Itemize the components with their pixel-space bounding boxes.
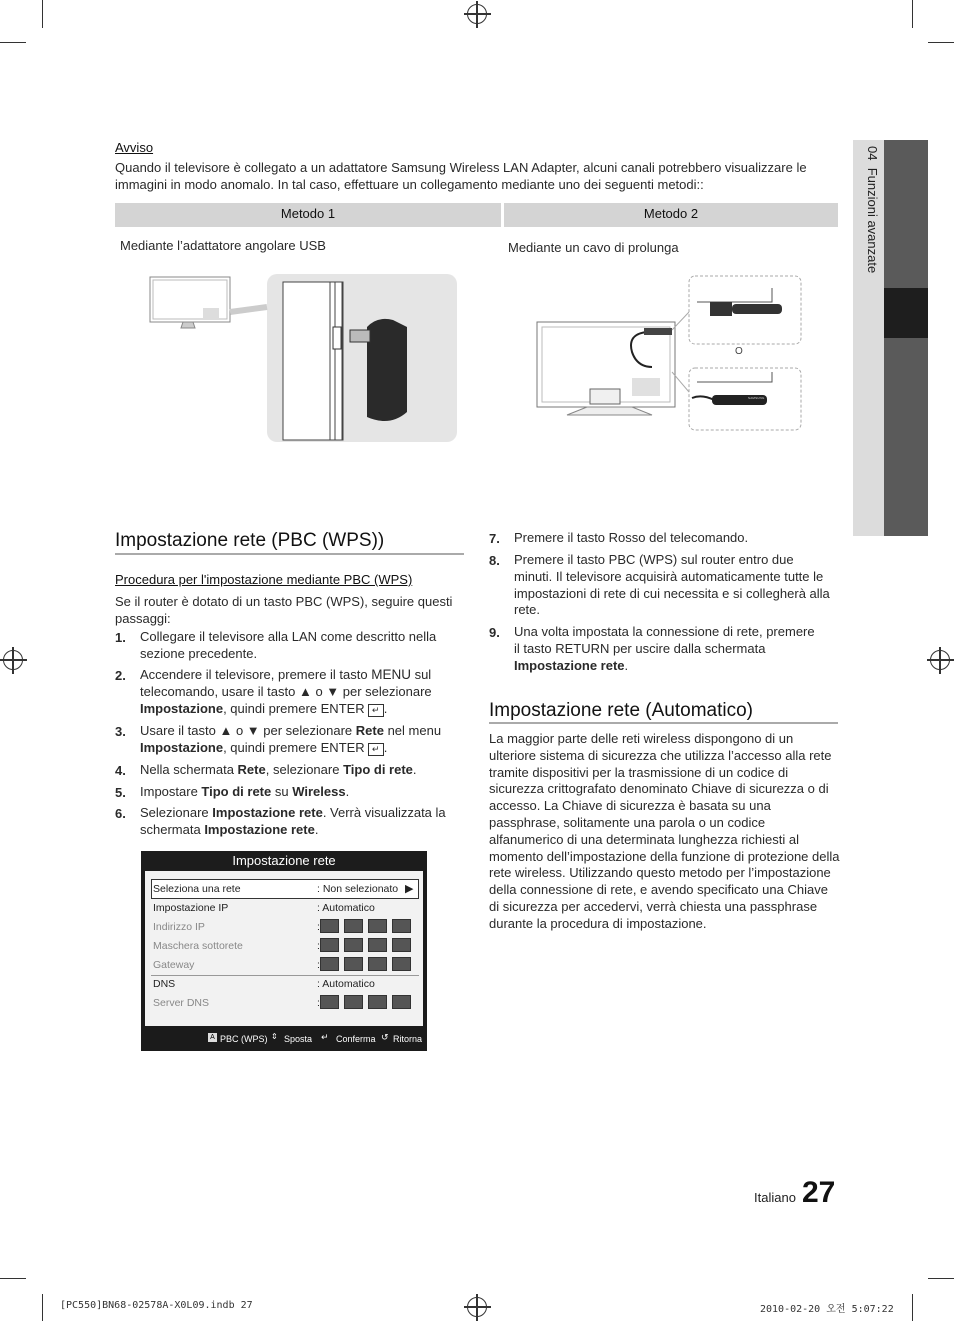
osd-footer [141, 1028, 427, 1050]
network-settings-screen [141, 851, 427, 1051]
osd-row-value: : [317, 921, 320, 933]
step-number: 4. [115, 763, 126, 778]
chapter-tab-active [884, 288, 928, 338]
usb-angle-adapter-illustration [145, 272, 460, 444]
step-text: , quindi premere [223, 739, 321, 755]
enter-key: ENTER [320, 739, 365, 755]
enter-icon: ↵ [321, 1032, 329, 1042]
language-label: Italiano [754, 1190, 796, 1205]
step-6 [140, 805, 460, 839]
up-down-icon: ⇕ [271, 1032, 278, 1041]
osd-body [145, 871, 423, 1026]
step-text: sul telecomando, usare il tasto ▲ o ▼ per selezionare [140, 667, 432, 699]
step-9 [514, 624, 819, 674]
registration-mark-icon [467, 4, 487, 24]
step-text: . [314, 821, 319, 837]
crop-mark [42, 0, 43, 28]
osd-title: Impostazione rete [141, 851, 427, 871]
step-text: . [412, 762, 417, 777]
menu-key: MENU [371, 667, 411, 682]
osd-row-label: Maschera sottorete [153, 940, 243, 952]
step-text: su [271, 784, 293, 799]
osd-row-value: : [317, 997, 320, 1009]
osd-row-value: : [317, 959, 320, 971]
menu-item-name: Impostazione [140, 700, 224, 716]
or-label: O [735, 346, 743, 357]
step-text: Impostare [140, 784, 202, 799]
step-text: . Verrà visualizzata la schermata [140, 805, 446, 837]
osd-row-value: : Automatico [317, 902, 375, 914]
osd-row-label[interactable]: Impostazione IP [153, 902, 229, 914]
step-number: 9. [489, 625, 500, 640]
return-icon: ↺ [381, 1032, 389, 1042]
method-1-description: Mediante l’adattatore angolare USB [120, 238, 326, 253]
osd-row-value: : [317, 940, 320, 952]
ip-address-fields [320, 919, 416, 938]
registration-mark-icon [467, 1297, 487, 1317]
pbc-procedure-heading: Procedura per l'impostazione mediante PBC (WPS) [115, 572, 413, 587]
step-text: , quindi premere [223, 700, 321, 716]
menu-item-name: Impostazione rete [204, 821, 315, 837]
chapter-tab-block [884, 338, 928, 536]
step-text: Selezionare [140, 805, 213, 820]
step-number: 8. [489, 553, 500, 568]
print-timestamp: 2010-02-20 오전 5:07:22 [760, 1304, 894, 1315]
gateway-fields [320, 957, 416, 976]
menu-item-name: Rete [237, 762, 266, 777]
menu-item-name: Rete [355, 723, 384, 738]
section-divider [115, 553, 464, 555]
return-key: RETURN [555, 640, 610, 656]
auto-section-title: Impostazione rete (Automatico) [489, 700, 754, 721]
crop-mark [928, 42, 954, 43]
osd-row-label: Gateway [153, 959, 195, 971]
step-text: . [345, 784, 350, 799]
menu-item-name: Tipo di rete [343, 762, 413, 777]
crop-mark [912, 0, 913, 28]
step-text: . [383, 700, 388, 716]
osd-row-label: Server DNS [153, 997, 210, 1009]
dns-server-fields [320, 995, 416, 1014]
menu-item-name: Impostazione [140, 739, 224, 755]
step-text: Nella schermata [140, 762, 238, 777]
step-3 [140, 723, 460, 757]
confirm-hint[interactable]: Conferma [336, 1034, 376, 1044]
step-text: Accendere il televisore, premere il tasto [140, 667, 372, 682]
step-number: 7. [489, 531, 500, 546]
step-number: 3. [115, 724, 126, 739]
method-2-header: Metodo 2 [504, 203, 838, 227]
step-2 [140, 667, 460, 717]
method-2-description: Mediante un cavo di prolunga [508, 240, 679, 255]
crop-mark [912, 1294, 913, 1321]
crop-mark [928, 1278, 954, 1279]
menu-item-name: Wireless [292, 784, 346, 799]
crop-mark [0, 1278, 26, 1279]
osd-row-label[interactable]: DNS [153, 978, 176, 990]
step-text: , selezionare [265, 762, 344, 777]
osd-divider [151, 975, 419, 976]
osd-row-value: : Automatico [317, 978, 375, 990]
step-7: Premere il tasto Rosso del telecomando. [514, 530, 749, 545]
pbc-wps-hint[interactable]: PBC (WPS) [220, 1034, 268, 1044]
step-text: per uscire dalla schermata [609, 640, 766, 656]
print-file-info: [PC550]BN68-02578A-X0L09.indb 27 [60, 1300, 253, 1311]
enter-key: ENTER [320, 700, 365, 716]
step-text: Una volta impostata la connessione di rete, premere il tasto [514, 624, 815, 656]
notice-heading: Avviso [115, 140, 154, 155]
menu-item-name: Impostazione rete [212, 805, 323, 820]
step-number: 6. [115, 806, 126, 821]
osd-row-value: : Non selezionato [317, 883, 399, 895]
menu-item-name: Tipo di rete [201, 784, 272, 799]
step-4 [140, 762, 460, 779]
step-number: 2. [115, 668, 126, 683]
page-number: 27 [802, 1176, 836, 1209]
arrow-right-icon: ▶ [405, 883, 414, 895]
pbc-section-title: Impostazione rete (PBC (WPS)) [115, 530, 385, 551]
auto-section-body: La maggior parte delle reti wireless dispongono di un ulteriore sistema di sicurezza che utilizza l’accesso alla rete tramite dispositivi per la trasmissione di un codice di sicurezza crittografato denominato Chiave di sicurezza o di accesso. La Chiave di sicurezza è basata su una passphrase, solitamente una parola o un codice alfanumerico di una determinata lunghezza richiesti al momento dell’impostazione della funzione di protezione della rete wireless. Utilizzando questo metodo per l’impostazione della connessione di rete, e avendo specificato una Chiave di sicurezza per accedervi, verrà chiesta una passphrase durante la procedura di impostazione. [489, 731, 840, 931]
menu-item-name: Impostazione rete [514, 657, 625, 673]
registration-mark-icon [930, 650, 950, 670]
step-8: Premere il tasto PBC (WPS) sul router entro due minuti. Il televisore acquisirà automaticamente tutte le impostazioni di rete di cui necessita e si collegherà alla rete. [514, 552, 830, 618]
samsung-logo: SAMSUNG [748, 396, 765, 400]
step-text: nel menu [383, 723, 442, 738]
subnet-mask-fields [320, 938, 416, 957]
crop-mark [42, 1294, 43, 1321]
step-number: 1. [115, 630, 126, 645]
chapter-title: Funzioni avanzate [865, 167, 880, 274]
chapter-tab-block [884, 140, 928, 288]
registration-mark-icon [3, 650, 23, 670]
move-hint: Sposta [284, 1034, 313, 1044]
osd-row-label: Seleziona una rete [153, 883, 241, 895]
step-text: . [624, 657, 629, 673]
crop-mark [0, 42, 26, 43]
osd-row-label: Indirizzo IP [153, 921, 205, 933]
extension-cable-illustration [532, 272, 807, 432]
section-divider [489, 722, 838, 724]
return-hint[interactable]: Ritorna [393, 1034, 423, 1044]
pbc-intro: Se il router è dotato di un tasto PBC (WPS), seguire questi passaggi: [115, 594, 453, 626]
enter-icon: ↵ [368, 743, 384, 756]
step-5 [140, 784, 460, 801]
step-text: Usare il tasto ▲ o ▼ per selezionare [140, 723, 356, 738]
notice-body: Quando il televisore è collegato a un adattatore Samsung Wireless LAN Adapter, alcuni canali potrebbero visualizzare le immagini in modo anomalo. In tal caso, effettuare un collegamento mediante uno dei seguenti metodi:: [115, 160, 807, 192]
chapter-number: 04 [865, 146, 880, 161]
enter-icon: ↵ [368, 704, 384, 717]
step-1: Collegare il televisore alla LAN come descritto nella sezione precedente. [140, 629, 437, 661]
chapter-label [860, 146, 880, 316]
step-text: . [383, 739, 388, 755]
step-number: 5. [115, 785, 126, 800]
method-1-header: Metodo 1 [115, 203, 501, 227]
red-key-icon: A [208, 1033, 217, 1042]
